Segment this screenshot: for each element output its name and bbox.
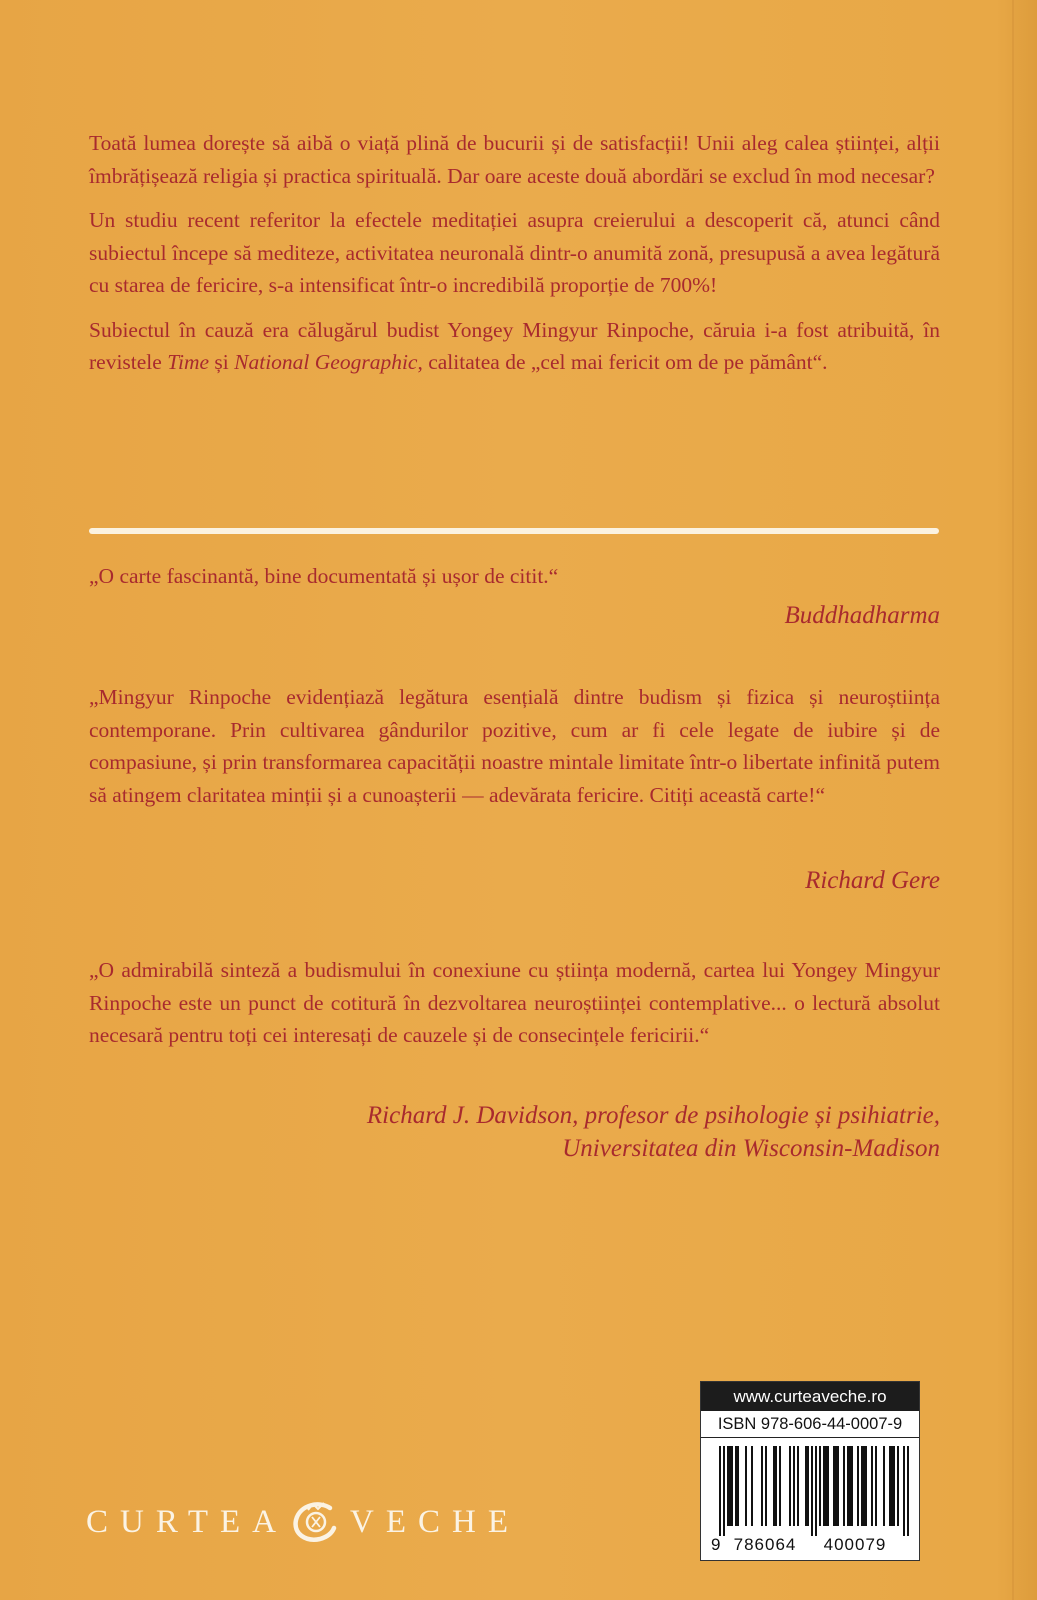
barcode-digits-left: 786064 [733,1535,797,1554]
barcode-bar [837,1446,839,1526]
barcode-bar [851,1446,853,1526]
quote-3: „O admirabilă sinteză a budismului în conexiune cu știința modernă, cartea lui Yongey Mingyur Rinpoche este un punct de cotitură în dezvoltarea neuroștiinței contemplative... o lectură absolut necesară pentru toți cei interesați de cauzele și de consecințele fericirii.“ [89,958,940,1047]
quote-1: „O carte fascinantă, bine documentată și ușor de citit.“ [89,564,559,588]
barcode-bar [731,1446,733,1526]
barcode-bar [775,1446,777,1526]
barcode-bar [807,1446,809,1526]
magazine-time: Time [167,350,210,374]
barcode-bar [827,1446,829,1526]
barcode-box [700,1381,920,1561]
barcode-bar [865,1446,867,1526]
intro-paragraph-3 [89,314,940,379]
barcode-bar [815,1446,817,1536]
barcode-digit-first: 9 [711,1535,721,1554]
barcode-bar [761,1446,763,1526]
barcode-bar [907,1446,909,1536]
intro-paragraph-3-part-c: , calitatea de „cel mai fericit om de pe pământ“. [417,350,828,374]
publisher-url: www.curteaveche.ro [701,1382,919,1411]
barcode-bar [727,1446,729,1526]
quote-3-attribution [367,1099,940,1165]
barcode-bar [863,1446,865,1526]
barcode-bar [719,1446,721,1536]
barcode-bar [871,1446,873,1526]
publisher-emblem-icon [290,1500,338,1544]
publisher-name-right: VECHE [350,1503,521,1540]
barcode-bar [779,1446,781,1526]
intro-paragraph-1: Toată lumea dorește să aibă o viață plină de bucurii și de satisfacții! Unii aleg calea științei, alții îmbrățișează religia și practica spirituală. Dar oare aceste două abordări se exclud în mod necesar? [89,131,940,188]
quote-2-attribution: Richard Gere [805,867,940,894]
quote-3-attribution-line-1: Richard J. Davidson, profesor de psihologie și psihiatrie, [366,1102,940,1129]
barcode-bar [833,1446,835,1526]
barcode-bar [729,1446,731,1526]
intro-paragraph-3-part-a: Subiectul în cauză era călugărul budist Yongey Mingyur Rinpoche, căruia i-a fost atribuită, în revistele [89,317,940,374]
barcode-bar [737,1446,739,1526]
publisher-name-left: CURTEA [86,1503,289,1540]
barcode [707,1444,913,1556]
barcode-bar [889,1446,891,1526]
separator-line [89,528,939,534]
publisher-logo [86,1500,520,1544]
barcode-bar [897,1446,899,1526]
barcode-bar [819,1446,821,1526]
barcode-bar [847,1446,849,1526]
barcode-bar [773,1446,775,1526]
magazine-national-geographic: National Geographic [234,350,418,374]
barcode-bar [849,1446,851,1526]
quote-1-attribution: Buddhadharma [784,602,940,629]
barcode-bar [843,1446,845,1526]
barcode-digits-right: 400079 [823,1535,887,1554]
barcode-bars [719,1446,909,1536]
spine-fold-line [1012,0,1014,1600]
barcode-bar [765,1446,767,1526]
barcode-bar [745,1446,747,1526]
barcode-bar [861,1446,863,1526]
barcode-bar [857,1446,859,1526]
intro-paragraph-3-part-b: și [209,350,235,374]
barcode-bar [789,1446,791,1526]
barcode-bar [797,1446,799,1526]
barcode-bar [883,1446,885,1526]
barcode-bar [823,1446,825,1526]
barcode-bar [811,1446,813,1536]
barcode-bar [903,1446,905,1536]
intro-paragraph-2: Un studiu recent referitor la efectele meditației asupra creierului a descoperit că, atunci când subiectul începe să mediteze, activitatea neuronală dintr-o anumită zonă, presupusă a avea legătură cu starea de fericire, s-a intensificat într-o incredibilă proporție de 700%! [89,208,940,297]
barcode-bar [751,1446,753,1526]
barcode-bar [735,1446,737,1526]
barcode-bar [793,1446,795,1526]
intro-text [89,127,940,391]
quote-2: „Mingyur Rinpoche evidențiază legătura esențială dintre budism și fizica și neuroștiința contemporane. Prin cultivarea gândurilor pozitive, cum ar fi cele legate de iubire și de compasiune, și prin transformarea capacității noastre mintale limitate într-o libertate infinită putem să atingem claritatea minții și a cunoașterii — adevărata fericire. Citiți această carte!“ [89,685,940,807]
barcode-bar [805,1446,807,1526]
barcode-bar [723,1446,725,1536]
barcode-bar [891,1446,893,1526]
barcode-bar [825,1446,827,1526]
quote-3-attribution-line-2: Universitatea din Wisconsin-Madison [562,1135,940,1162]
isbn-number: ISBN 978-606-44-0007-9 [701,1411,919,1438]
barcode-bar [835,1446,837,1526]
barcode-bar [875,1446,877,1526]
barcode-bar [893,1446,895,1526]
